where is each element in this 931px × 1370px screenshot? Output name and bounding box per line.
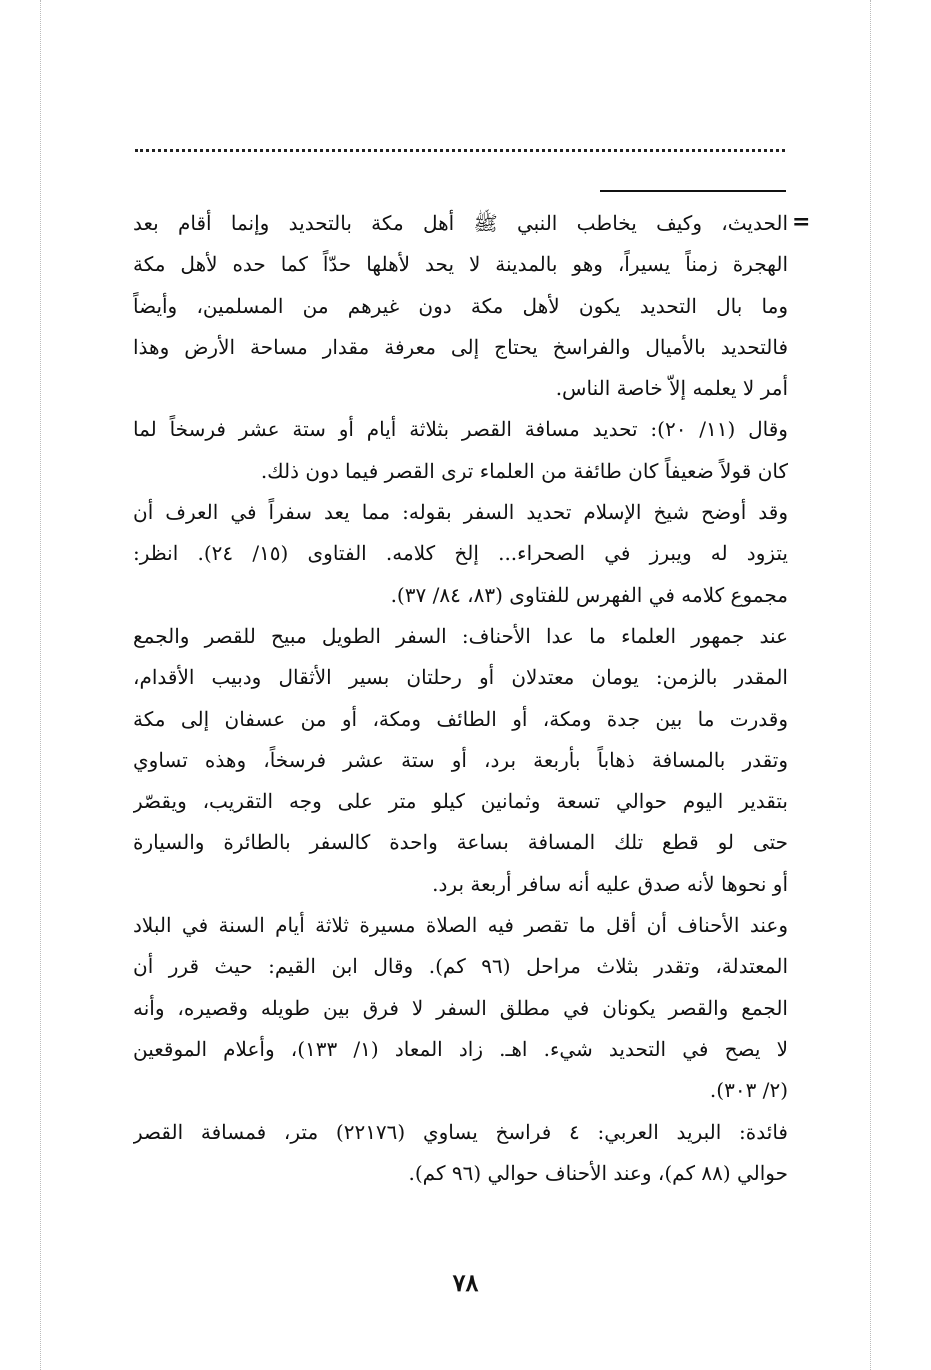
scan-edge-left <box>40 0 41 1370</box>
continuation-mark: = <box>792 209 811 235</box>
scan-edge-right <box>870 0 871 1370</box>
footnote-paragraph <box>133 1112 788 1195</box>
text-line: كان قولاً ضعيفاً كان طائفة من العلماء ترى القصر فيما دون ذلك. <box>260 458 788 483</box>
text-line: وقال (١١/ ٢٠): تحديد مسافة القصر بثلاثة أيام أو ستة عشر فرسخاً لما <box>133 417 788 442</box>
text-line: حتى لو قطع تلك المسافة بساعة واحدة كالسفر بالطائرة والسيارة <box>133 830 788 855</box>
footnote-paragraph <box>133 616 788 905</box>
footnote-paragraph <box>133 409 788 492</box>
text-line: وقدرت ما بين جدة ومكة، أو الطائف ومكة، أو من عسفان إلى مكة <box>133 706 788 731</box>
text-line: وعند الأحناف أن أقل ما تقصر فيه الصلاة مسيرة ثلاثة أيام السنة في البلاد <box>133 913 788 938</box>
page-number: ٧٨ <box>452 1268 479 1297</box>
text-line: المعتدلة، وتقدر بثلاث مراحل (٩٦ كم). وقال ابن القيم: حيث قرر أن <box>133 954 788 979</box>
text-line: فالتحديد بالأميال والفراسخ يحتاج إلى معرفة مقدار مساحة الأرض وهذا <box>133 334 788 359</box>
text-line: الهجرة زمناً يسيراً، وهو بالمدينة لا يحد لأهلها حدّاً كما حده لأهل مكة <box>133 252 788 277</box>
text-line: وما بال التحديد يكون لأهل مكة دون غيرهم من المسلمين، وأيضاً <box>133 293 788 318</box>
text-line: المقدر بالزمن: يومان معتدلان أو رحلتان بسير الأثقال ودبيب الأقدام، <box>133 665 788 690</box>
text-line: أمر لا يعلمه إلاّ خاصة الناس. <box>555 376 788 401</box>
footnotes <box>133 203 788 1194</box>
text-line: الحديث، وكيف يخاطب النبي ﷺ أهل مكة بالتحديد وإنما أقام بعد <box>133 211 788 235</box>
text-line: فائدة: البريد العربي: ٤ فراسخ يساوي (٢٢١٧٦) متر، فمسافة القصر <box>133 1119 788 1144</box>
text-line: بتقدير اليوم حوالي تسعة وثمانين كيلو متر على وجه التقريب، ويقصّر <box>133 789 788 814</box>
text-line: الجمع والقصر يكونان في مطلق السفر لا فرق بين طويله وقصيره، وأنه <box>133 995 788 1020</box>
text-line: عند جمهور العلماء ما عدا الأحناف: السفر الطويل مبيح للقصر والجمع <box>133 623 788 648</box>
text-line: حوالي (٨٨ كم)، وعند الأحناف حوالي (٩٦ كم). <box>408 1160 788 1185</box>
text-line: مجموع كلامه في الفهرس للفتاوى (٨٣، ٨٤/ ٣٧). <box>390 582 788 607</box>
text-line: وقد أوضح شيخ الإسلام تحديد السفر بقوله: مما يعد سفراً في العرف أن <box>133 500 788 525</box>
dotted-separator <box>135 149 785 152</box>
text-line: (٢/ ٣٠٣). <box>709 1078 788 1103</box>
footnote-paragraph <box>133 905 788 1111</box>
text-line: وتقدر بالمسافة ذهاباً بأربعة برد، أو ستة عشر فرسخاً، وهذه تساوي <box>133 747 788 772</box>
text-line: يتزود له ويبرز في الصحراء... إلخ كلامه. الفتاوى (١٥/ ٢٤). انظر: <box>133 541 788 566</box>
footnote-rule <box>600 190 786 192</box>
footnote-paragraph <box>133 492 788 616</box>
footnote-paragraph <box>133 203 788 409</box>
text-line: لا يصح في التحديد شيء. اهـ. زاد المعاد (١/ ١٣٣)، وأعلام الموقعين <box>133 1036 788 1061</box>
text-line: أو نحوها لأنه صدق عليه أنه سافر أربعة برد. <box>432 871 788 896</box>
